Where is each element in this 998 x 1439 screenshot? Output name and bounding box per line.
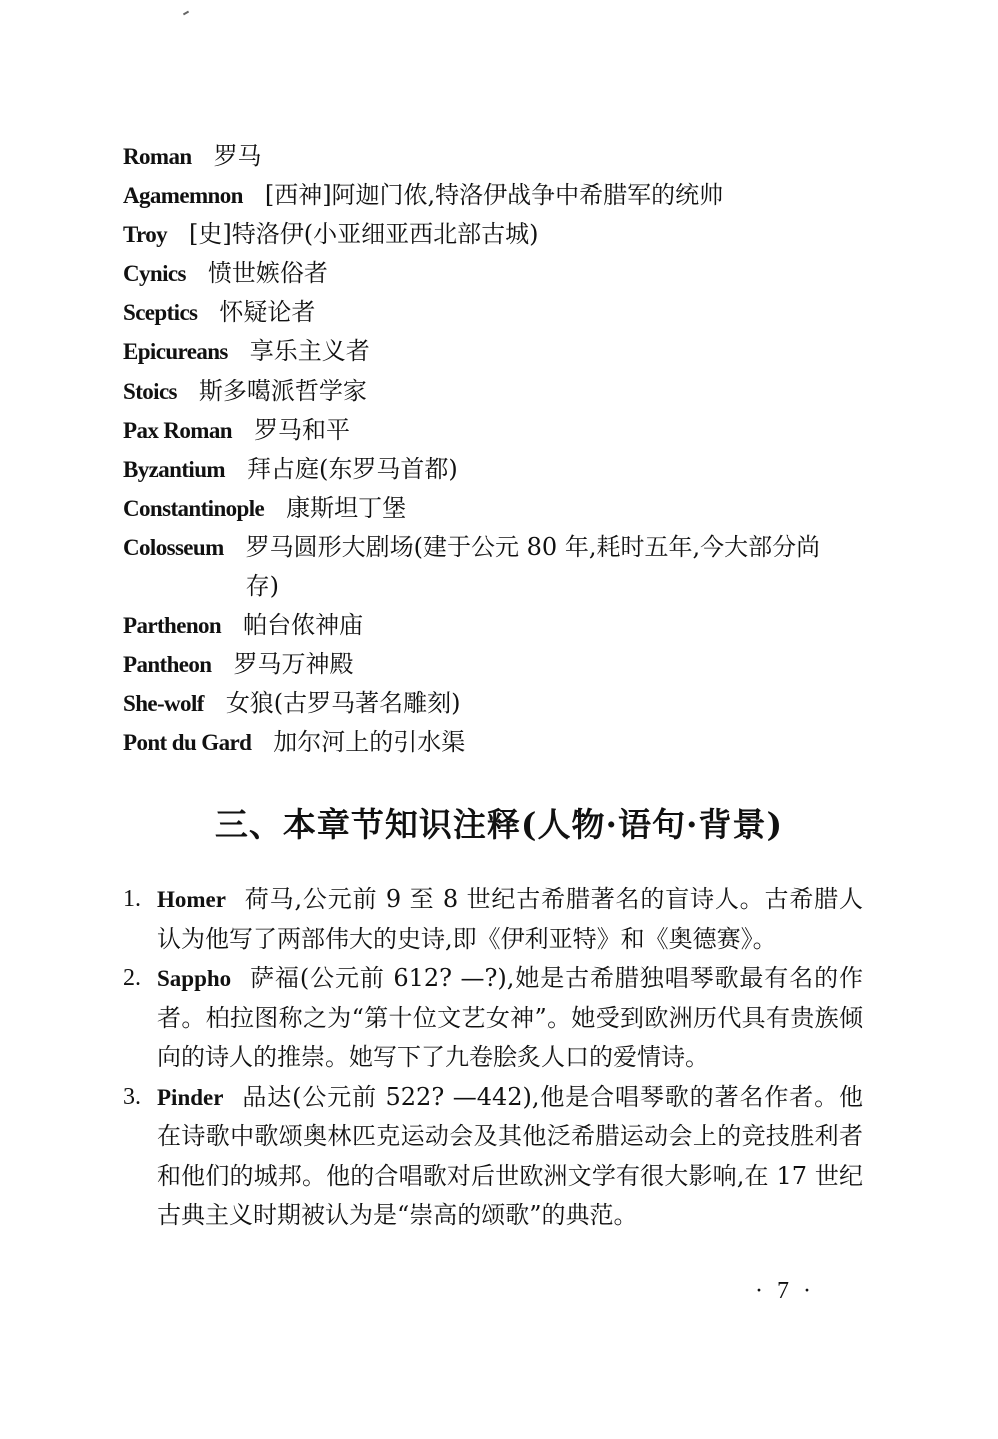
glossary-term: Constantinople xyxy=(123,495,265,521)
note-number: 1. xyxy=(123,886,141,912)
glossary-definition: [西神]阿迦门侬,特洛伊战争中希腊军的统帅 xyxy=(264,181,724,210)
glossary-item xyxy=(123,528,883,606)
note-term: Homer xyxy=(157,887,226,912)
note-body xyxy=(157,959,863,1078)
glossary-item xyxy=(123,645,883,684)
section-heading: 三、本章节知识注释(人物·语句·背景) xyxy=(214,805,784,844)
glossary-item xyxy=(123,176,883,215)
glossary-definition: [史]特洛伊(小亚细亚西北部古城) xyxy=(189,220,539,249)
glossary-definition: 康斯坦丁堡 xyxy=(286,493,407,522)
note-number: 3. xyxy=(123,1083,141,1110)
glossary-definition: 罗马和平 xyxy=(253,415,350,444)
glossary-term: Roman xyxy=(123,144,192,169)
glossary-term: Troy xyxy=(123,222,168,248)
glossary-term: Stoics xyxy=(123,378,177,404)
glossary-item xyxy=(123,450,883,489)
glossary-definition: 女狼(古罗马著名雕刻) xyxy=(225,689,461,718)
note-item xyxy=(123,880,863,959)
note-text: 萨福(公元前 612? —?),她是古希腊独唱琴歌最有名的作者。柏拉图称之为“第十位文艺女神”。她受到欧洲历代具有贵族倾向的诗人的推崇。她写下了九卷脍炙人口的爱情诗。 xyxy=(157,964,863,1071)
glossary-term: Parthenon xyxy=(123,612,222,638)
glossary-definition: 拜占庭(东罗马首都) xyxy=(246,454,458,483)
glossary-item xyxy=(123,684,883,723)
glossary-term: Byzantium xyxy=(123,456,225,482)
glossary-definition: 怀疑论者 xyxy=(219,298,316,327)
glossary-item xyxy=(123,372,883,411)
glossary-definition: 罗马万神殿 xyxy=(233,650,354,679)
glossary-term: Pantheon xyxy=(123,652,212,678)
scan-mark xyxy=(183,11,189,16)
note-body xyxy=(157,1078,863,1236)
glossary-term: Agamemnon xyxy=(123,183,243,209)
note-body xyxy=(157,880,863,959)
glossary-definition: 斯多噶派哲学家 xyxy=(198,376,367,405)
glossary-item xyxy=(123,606,883,645)
note-item xyxy=(123,1078,863,1236)
glossary-item xyxy=(123,723,883,762)
glossary-term: Pont du Gard xyxy=(123,730,252,756)
glossary-item xyxy=(123,215,883,254)
glossary-definition: 帕台侬神庙 xyxy=(243,610,364,639)
note-text: 荷马,公元前 9 至 8 世纪古希腊著名的盲诗人。古希腊人认为他写了两部伟大的史诗,即《伊利亚特》和《奥德赛》。 xyxy=(157,885,863,953)
glossary-term: Sceptics xyxy=(123,300,198,326)
glossary-item xyxy=(123,332,883,371)
glossary-definition: 享乐主义者 xyxy=(249,337,370,366)
note-item xyxy=(123,959,863,1078)
glossary-definition: 罗马 xyxy=(213,142,262,170)
glossary-term: Pax Roman xyxy=(123,417,232,443)
glossary-term: Cynics xyxy=(123,261,186,287)
notes-list xyxy=(123,880,863,1236)
glossary-term: Colosseum xyxy=(123,534,224,560)
glossary-item xyxy=(123,137,883,176)
page-number: · 7 · xyxy=(755,1278,815,1304)
glossary-term: She-wolf xyxy=(123,691,204,717)
glossary-item xyxy=(123,489,883,528)
glossary-definition: 加尔河上的引水渠 xyxy=(273,728,466,757)
glossary-list xyxy=(123,137,883,762)
glossary-item xyxy=(123,293,883,332)
glossary-term: Epicureans xyxy=(123,339,228,365)
note-number: 2. xyxy=(123,965,141,991)
note-term: Pinder xyxy=(157,1084,224,1110)
glossary-item xyxy=(123,411,883,450)
glossary-item xyxy=(123,254,883,293)
note-term: Sappho xyxy=(157,966,232,991)
glossary-definition: 罗马圆形大剧场(建于公元 80 年,耗时五年,今大部分尚存) xyxy=(245,532,821,600)
note-text: 品达(公元前 522? —442),他是合唱琴歌的著名作者。他在诗歌中歌颂奥林匹克运动会及其他泛希腊运动会上的竞技胜利者和他们的城邦。他的合唱歌对后世欧洲文学有很大影响,在 17 世纪古典主义时期被认为是“崇高的颂歌”的典范。 xyxy=(157,1082,863,1229)
glossary-definition: 愤世嫉俗者 xyxy=(207,259,328,288)
